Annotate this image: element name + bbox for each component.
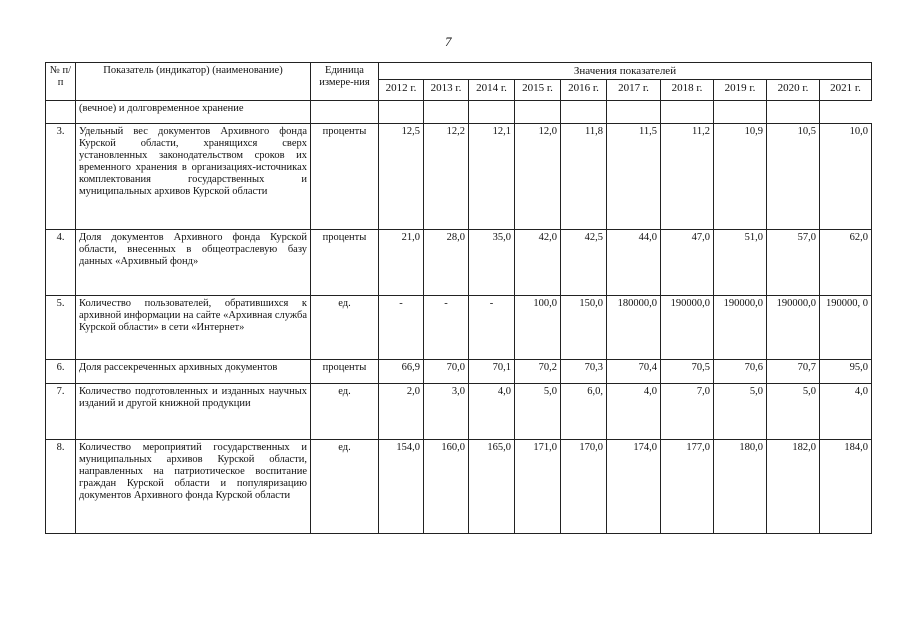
value-cell: 10,0 (820, 124, 872, 230)
col-header-values: Значения показателей (379, 63, 872, 80)
empty-cell (469, 101, 515, 124)
value-cell: 180000,0 (607, 296, 661, 360)
value-cell: 11,2 (661, 124, 714, 230)
unit-cell: проценты (311, 230, 379, 296)
table-row (46, 124, 872, 230)
value-cell: 42,0 (515, 230, 561, 296)
empty-cell (767, 101, 820, 124)
value-cell: 5,0 (515, 384, 561, 440)
year-header: 2016 г. (561, 80, 607, 101)
continuation-text: (вечное) и долговременное хранение (76, 101, 311, 124)
value-cell: 28,0 (424, 230, 469, 296)
continuation-row (46, 101, 872, 124)
indicators-table (45, 62, 872, 534)
year-header: 2018 г. (661, 80, 714, 101)
value-cell: 5,0 (714, 384, 767, 440)
row-number: 7. (46, 384, 76, 440)
empty-cell (561, 101, 607, 124)
year-header: 2020 г. (767, 80, 820, 101)
value-cell: 70,5 (661, 360, 714, 384)
value-cell: 57,0 (767, 230, 820, 296)
value-cell: - (424, 296, 469, 360)
table-row (46, 230, 872, 296)
table-row (46, 440, 872, 534)
value-cell: 70,3 (561, 360, 607, 384)
value-cell: 12,2 (424, 124, 469, 230)
value-cell: 4,0 (607, 384, 661, 440)
unit-cell: ед. (311, 440, 379, 534)
unit-cell: проценты (311, 360, 379, 384)
col-header-num: № п/п (46, 63, 76, 101)
value-cell: 11,5 (607, 124, 661, 230)
value-cell: 44,0 (607, 230, 661, 296)
value-cell: 47,0 (661, 230, 714, 296)
row-number: 4. (46, 230, 76, 296)
empty-cell (714, 101, 767, 124)
row-number: 6. (46, 360, 76, 384)
value-cell: 190000,0 (714, 296, 767, 360)
col-header-unit: Единица измере-ния (311, 63, 379, 101)
value-cell: 4,0 (820, 384, 872, 440)
value-cell: 177,0 (661, 440, 714, 534)
value-cell: 70,0 (424, 360, 469, 384)
value-cell: 62,0 (820, 230, 872, 296)
value-cell: 190000,0 (661, 296, 714, 360)
table-row (46, 296, 872, 360)
row-number: 5. (46, 296, 76, 360)
indicator-name: Доля документов Архивного фонда Курской области, внесенных в общеотраслевую базу данных «Архивный фонд» (76, 230, 311, 296)
col-header-indicator: Показатель (индикатор) (наименование) (76, 63, 311, 101)
empty-cell (311, 101, 379, 124)
value-cell: 70,7 (767, 360, 820, 384)
value-cell: 70,4 (607, 360, 661, 384)
row-number: 3. (46, 124, 76, 230)
unit-cell: ед. (311, 384, 379, 440)
value-cell: - (379, 296, 424, 360)
unit-cell: проценты (311, 124, 379, 230)
value-cell: 190000, 0 (820, 296, 872, 360)
value-cell: 190000,0 (767, 296, 820, 360)
value-cell: 154,0 (379, 440, 424, 534)
year-header: 2013 г. (424, 80, 469, 101)
value-cell: 95,0 (820, 360, 872, 384)
unit-cell: ед. (311, 296, 379, 360)
indicator-name: Количество подготовленных и изданных научных изданий и другой книжной продукции (76, 384, 311, 440)
value-cell: 10,5 (767, 124, 820, 230)
value-cell: 42,5 (561, 230, 607, 296)
year-header: 2019 г. (714, 80, 767, 101)
value-cell: - (469, 296, 515, 360)
value-cell: 3,0 (424, 384, 469, 440)
year-header: 2021 г. (820, 80, 872, 101)
value-cell: 11,8 (561, 124, 607, 230)
indicator-name: Количество мероприятий государственных и муниципальных архивов Курской области, направленных на патриотическое воспитание граждан Курской области и популяризацию документов Архивного фонда Курской области (76, 440, 311, 534)
value-cell: 21,0 (379, 230, 424, 296)
table-row (46, 360, 872, 384)
row-number: 8. (46, 440, 76, 534)
indicator-name: Количество пользователей, обратившихся к архивной информации на сайте «Архивная служба Курской области» в сети «Интернет» (76, 296, 311, 360)
value-cell: 171,0 (515, 440, 561, 534)
value-cell: 160,0 (424, 440, 469, 534)
empty-cell (379, 101, 424, 124)
value-cell: 184,0 (820, 440, 872, 534)
empty-cell (661, 101, 714, 124)
year-header: 2014 г. (469, 80, 515, 101)
indicator-name: Удельный вес документов Архивного фонда Курской области, хранящихся сверх установленных законодательством сроков их временного хранения в организациях-источниках комплектования государственных и муниципальных архивов Курской области (76, 124, 311, 230)
value-cell: 51,0 (714, 230, 767, 296)
year-header: 2017 г. (607, 80, 661, 101)
value-cell: 70,1 (469, 360, 515, 384)
value-cell: 7,0 (661, 384, 714, 440)
value-cell: 170,0 (561, 440, 607, 534)
value-cell: 66,9 (379, 360, 424, 384)
value-cell: 150,0 (561, 296, 607, 360)
value-cell: 5,0 (767, 384, 820, 440)
empty-cell (424, 101, 469, 124)
empty-cell (607, 101, 661, 124)
empty-cell (515, 101, 561, 124)
value-cell: 165,0 (469, 440, 515, 534)
value-cell: 174,0 (607, 440, 661, 534)
year-header: 2015 г. (515, 80, 561, 101)
table-body (46, 101, 872, 534)
value-cell: 4,0 (469, 384, 515, 440)
value-cell: 12,0 (515, 124, 561, 230)
indicator-name: Доля рассекреченных архивных документов (76, 360, 311, 384)
page-number: 7 (445, 34, 452, 49)
empty-cell (46, 101, 76, 124)
value-cell: 100,0 (515, 296, 561, 360)
value-cell: 10,9 (714, 124, 767, 230)
value-cell: 70,2 (515, 360, 561, 384)
value-cell: 182,0 (767, 440, 820, 534)
value-cell: 12,5 (379, 124, 424, 230)
value-cell: 180,0 (714, 440, 767, 534)
year-header: 2012 г. (379, 80, 424, 101)
value-cell: 2,0 (379, 384, 424, 440)
value-cell: 70,6 (714, 360, 767, 384)
value-cell: 12,1 (469, 124, 515, 230)
value-cell: 35,0 (469, 230, 515, 296)
table-header (46, 63, 872, 101)
table-row (46, 384, 872, 440)
value-cell: 6,0, (561, 384, 607, 440)
